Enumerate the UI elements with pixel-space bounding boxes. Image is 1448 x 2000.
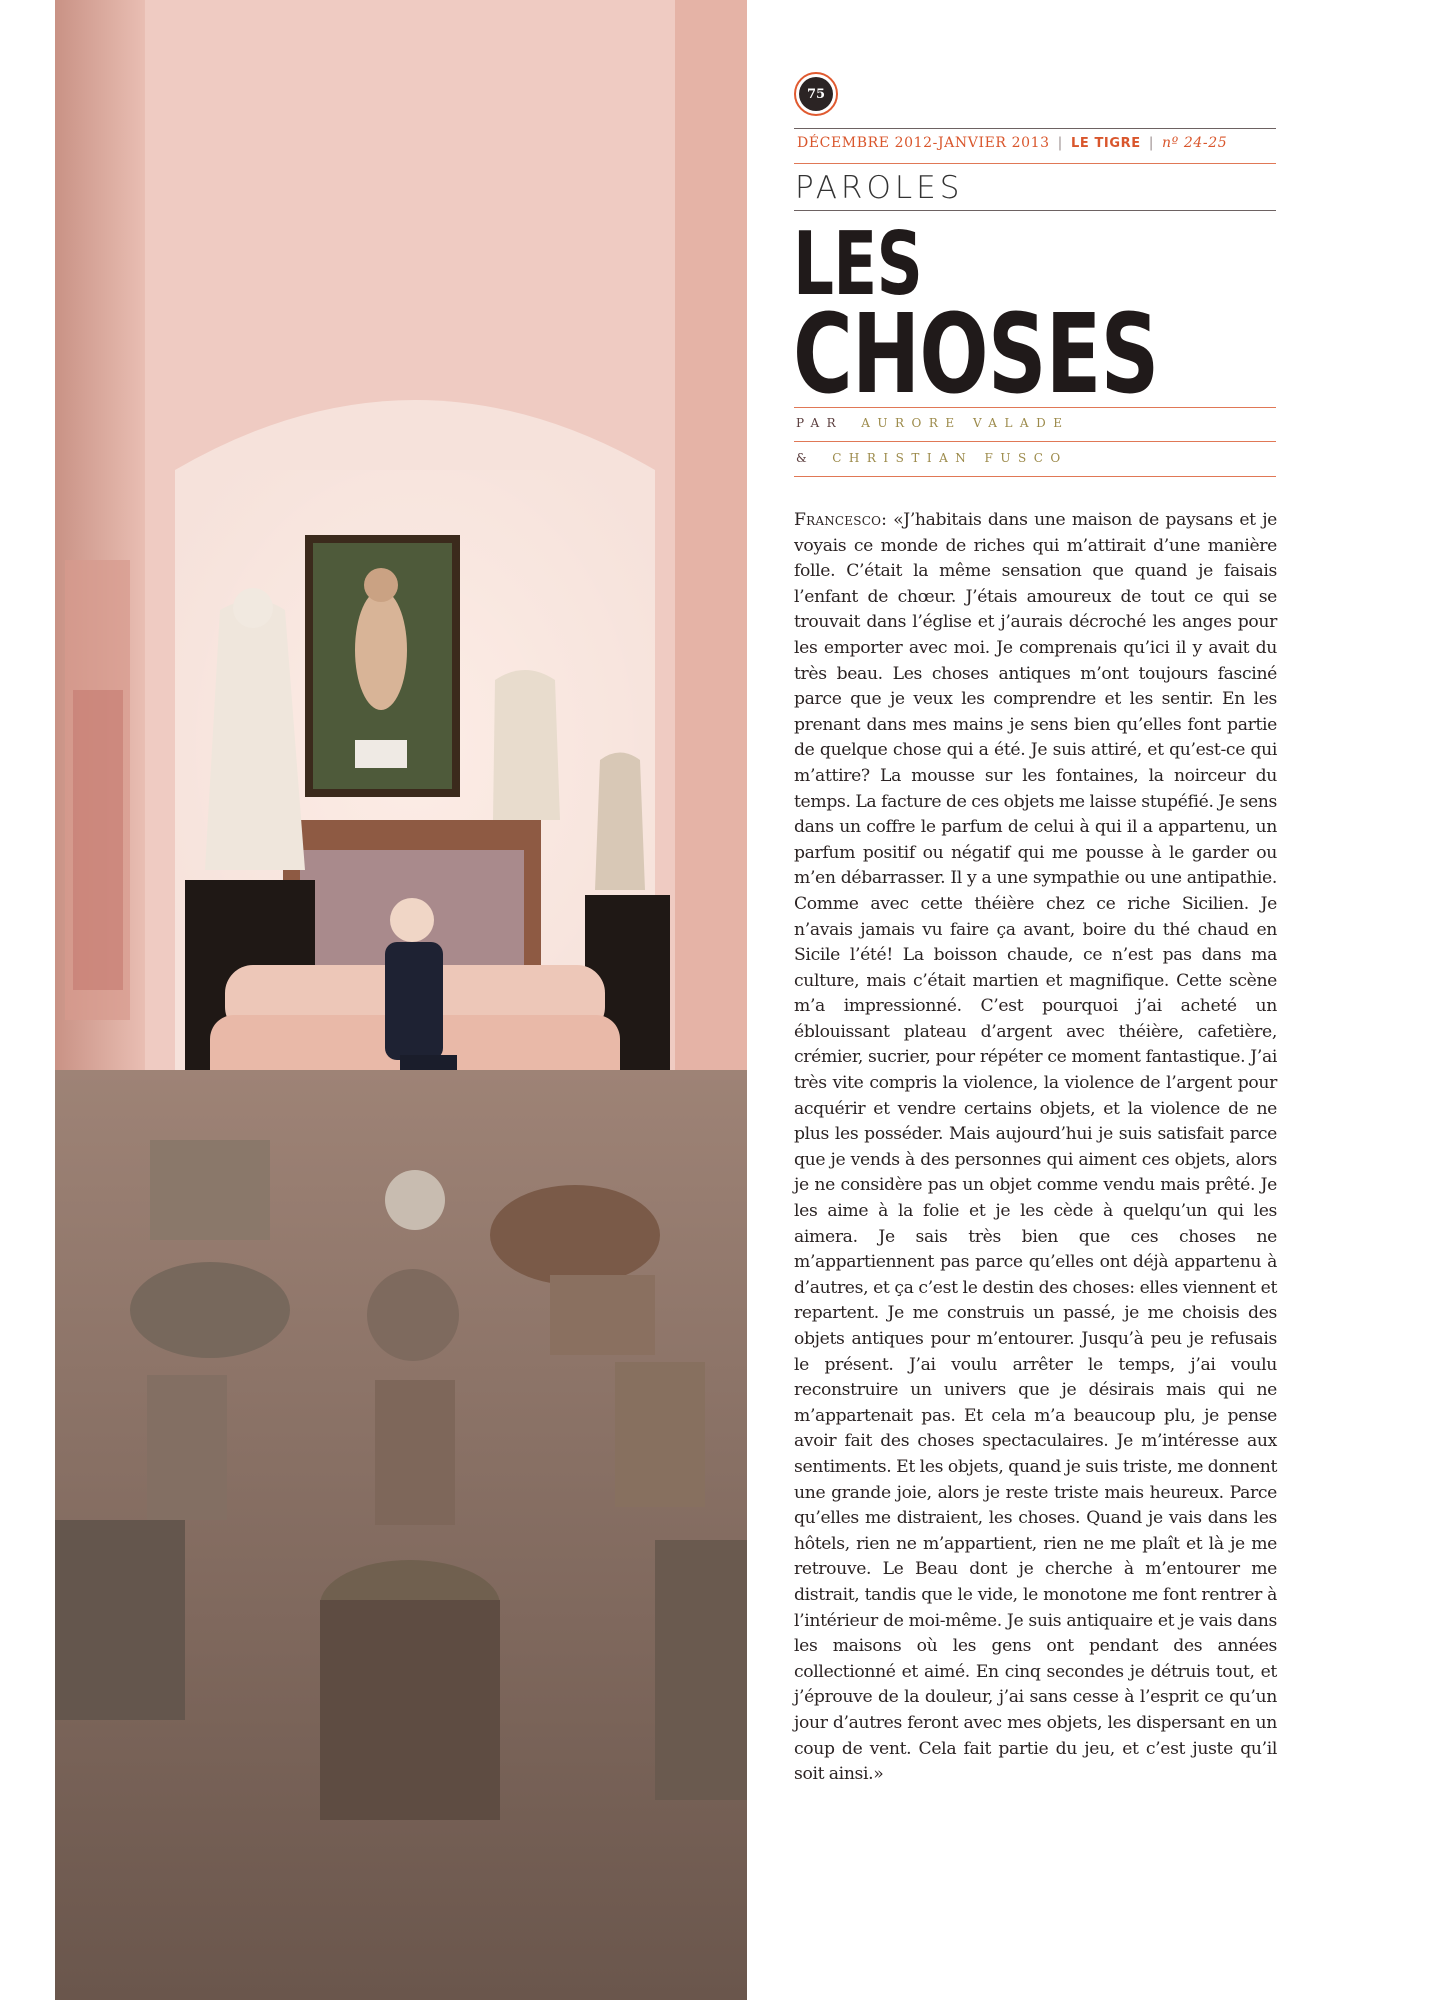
article-photo [55, 0, 747, 2000]
credit-rule-2 [794, 441, 1276, 442]
header-rule-mid [794, 163, 1276, 164]
credit-rule-3 [794, 476, 1276, 477]
article-title [793, 213, 1159, 418]
coauthor-name: CHRISTIAN FUSCO [832, 451, 1068, 465]
photo-scene [55, 0, 747, 2000]
author-name: AURORE VALADE [861, 416, 1070, 430]
credit-and-label: & [796, 451, 815, 465]
section-label: PAROLES [795, 170, 964, 206]
credit-author [796, 416, 1069, 430]
separator: | [1148, 135, 1155, 151]
issue-line [797, 135, 1277, 151]
issue-date: DÉCEMBRE 2012-JANVIER 2013 [797, 135, 1050, 151]
issue-number: nº 24-25 [1162, 135, 1228, 151]
title-line-1: LES [793, 213, 923, 315]
credit-rule-1 [794, 407, 1276, 408]
separator: | [1057, 135, 1063, 151]
page-number: 75 [799, 77, 833, 111]
header-rule-top [794, 128, 1276, 129]
credit-by-label: PAR [796, 416, 844, 430]
credit-coauthor [796, 451, 1068, 465]
speaker-name: Francesco: [794, 510, 888, 530]
article-body [794, 508, 1277, 1788]
magazine-name: LE TIGRE [1070, 136, 1141, 151]
article-text: «J’habitais dans une maison de paysans et je voyais ce monde de riches qui m’attirait d’une manière folle. C’était la même sensation que quand je faisais l’enfant de chœur. J’étais amoureux de tout ce qui se trouvait dans l’église et j’aurais décroché les anges pour les emporter avec moi. Je comprenais qu’ici il y avait du très beau. Les choses antiques m’ont toujours fasciné parce que je veux les comprendre et les sentir. En les prenant dans mes mains je sens bien qu’elles font partie de quelque chose qui a été. Je suis attiré, et qu’est-ce qui m’attire? La mousse sur les fontaines, la noirceur du temps. La facture de ces objets me laisse stupéfié. Je sens dans un coffre le parfum de celui à qui il a appartenu, un parfum positif ou négatif qui me pousse à le garder ou m’en débarrasser. Il y a une sympathie ou une antipathie. Comme avec cette théière chez ce riche Sicilien. Je n’avais jamais vu faire ça avant, boire du thé chaud en Sicile l’été! La boisson chaude, ce n’est pas dans ma culture, mais c’était martien et magnifique. Cette scène m’a impressionné. C’est pourquoi j’ai acheté un éblouissant plateau d’argent avec théière, cafetière, crémier, sucrier, pour répéter ce moment fantastique. J’ai très vite compris la violence, la violence de l’argent pour acquérir et vendre certains objets, et la violence de ne plus les posséder. Mais aujourd’hui je suis satisfait parce que je vends à des personnes qui aiment ces objets, alors je ne considère pas un objet comme vendu mais prêté. Je les aime à la folie et je les cède à quelqu’un qui les aimera. Je sais très bien que ces choses ne m’appartiennent pas parce qu’elles ont déjà appartenu à d’autres, et ça c’est le destin des choses: elles viennent et repartent. Je me construis un passé, je me choisis des objets antiques pour m’entourer. Jusqu’à peu je refusais le présent. J’ai voulu arrêter le temps, j’ai voulu reconstruire un univers que je désirais mais qui ne m’appartenait pas. Et cela m’a beaucoup plu, je pense avoir fait des choses spectaculaires. Je m’intéresse aux sentiments. Et les objets, quand je suis triste, me donnent une grande joie, alors je reste triste mais heureux. Parce qu’elles me distraient, les choses. Quand je vais dans les hôtels, rien ne m’appartient, rien ne me plaît et là je me retrouve. Le Beau dont je cherche à m’entourer me distrait, tandis que le vide, le monotone me font rentrer à l’intérieur de moi-même. Je suis antiquaire et je vais dans les maisons où les gens ont pendant des années collectionné et aimé. En cinq secondes je détruis tout, et j’éprouve de la douleur, j’ai sans cesse à l’esprit ce qu’un jour d’autres feront avec mes objets, les dispersant en un coup de vent. Cela fait partie du jeu, et c’est juste qu’il soit ainsi.» [794, 510, 1277, 1785]
title-line-2: CHOSES [793, 290, 1159, 418]
page-number-badge [794, 72, 838, 116]
section-rule [794, 210, 1276, 211]
